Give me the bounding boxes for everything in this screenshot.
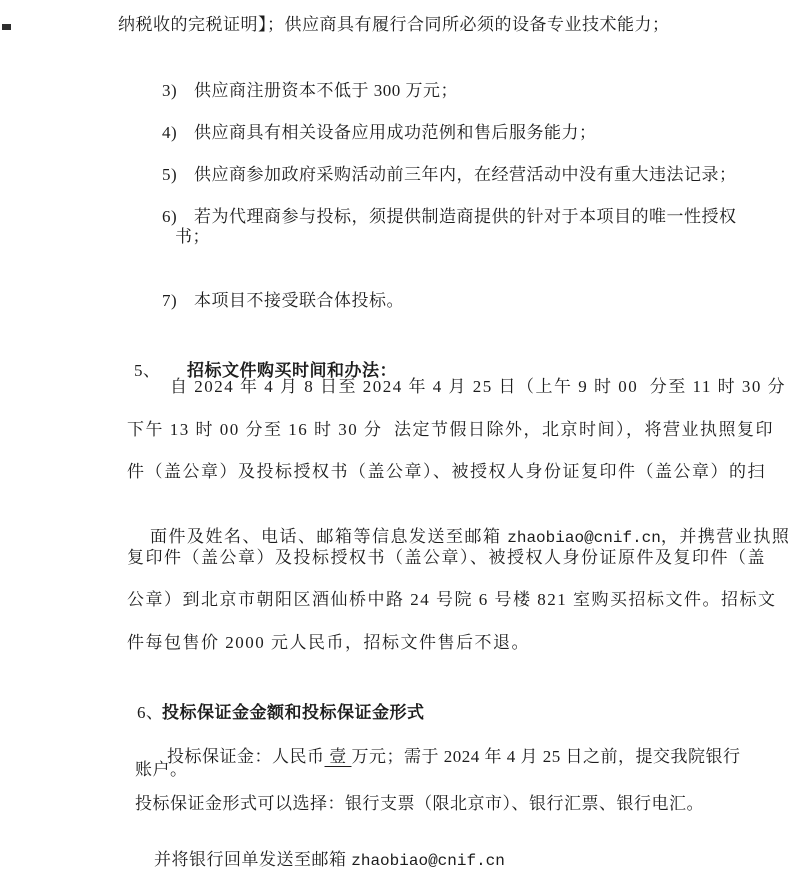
section-title: 招标文件购买时间和办法： bbox=[187, 361, 397, 380]
list-item-text: 供应商具有相关设备应用成功范例和售后服务能力； bbox=[194, 123, 597, 142]
list-item-number: 6) bbox=[162, 207, 178, 226]
section-title: 投标保证金金额和投标保证金形式 bbox=[162, 703, 425, 722]
list-item-7 bbox=[143, 268, 404, 334]
scan-artifact-mark bbox=[2, 24, 11, 30]
line-text: 并将银行回单发送至邮箱 bbox=[154, 850, 352, 869]
section-5-paragraph-line: 下午 13 时 00 分至 16 时 30 分 法定节假日除外，北京时间），将营业执照复印 bbox=[127, 420, 774, 439]
section-6-paragraph-line: 账户。 bbox=[135, 760, 188, 779]
section-5-paragraph-line: 自 2024 年 4 月 8 日至 2024 年 4 月 25 日（上午 9 时 00 分至 11 时 30 分 bbox=[170, 377, 787, 396]
list-item-number: 7) bbox=[162, 291, 178, 310]
section-number: 5、 bbox=[134, 361, 161, 380]
line-text: 面件及姓名、电话、邮箱等信息发送至邮箱 bbox=[150, 527, 508, 546]
list-item-text: 若为代理商参与投标，须提供制造商提供的针对于本项目的唯一性授权 bbox=[194, 207, 737, 226]
section-5-paragraph-line: 复印件（盖公章）及投标授权书（盖公章）、被授权人身份证原件及复印件（盖 bbox=[127, 548, 766, 567]
intro-line: 纳税收的完税证明】；供应商具有履行合同所必须的设备专业技术能力； bbox=[118, 15, 670, 34]
section-6-paragraph-line bbox=[135, 827, 505, 894]
underlined-amount: 壹 bbox=[324, 747, 352, 766]
list-item-number: 3) bbox=[162, 81, 178, 100]
section-5-paragraph-line: 件（盖公章）及投标授权书（盖公章）、被授权人身份证复印件（盖公章）的扫 bbox=[127, 462, 766, 481]
section-6-paragraph-line: 投标保证金形式可以选择：银行支票（限北京市）、银行汇票、银行电汇。 bbox=[135, 794, 704, 813]
section-5-paragraph-line: 件每包售价 2000 元人民币，招标文件售后不退。 bbox=[127, 633, 530, 652]
section-5-paragraph-line: 公章）到北京市朝阳区酒仙桥中路 24 号院 6 号楼 821 室购买招标文件。招标文 bbox=[127, 590, 777, 609]
list-item-number: 4) bbox=[162, 123, 178, 142]
section-number: 6、 bbox=[137, 703, 164, 722]
list-item-number: 5) bbox=[162, 165, 178, 184]
list-item-text: 供应商注册资本不低于 300 万元； bbox=[194, 81, 458, 100]
list-item-6 bbox=[143, 184, 737, 250]
list-item-text: 本项目不接受联合体投标。 bbox=[194, 291, 404, 310]
email-address: zhaobiao@cnif.cn bbox=[351, 852, 505, 870]
line-text: ，并携营业执照 bbox=[660, 527, 791, 546]
line-text: 投标保证金：人民币 bbox=[167, 747, 325, 766]
section-6-paragraph-line bbox=[148, 724, 741, 790]
line-text: 万元；需于 2024 年 4 月 25 日之前，提交我院银行 bbox=[351, 747, 741, 766]
email-address: zhaobiao@cnif.cn bbox=[507, 529, 661, 547]
list-item-text: 供应商参加政府采购活动前三年内，在经营活动中没有重大违法记录； bbox=[194, 165, 737, 184]
list-item-6-continuation: 书； bbox=[175, 227, 210, 246]
